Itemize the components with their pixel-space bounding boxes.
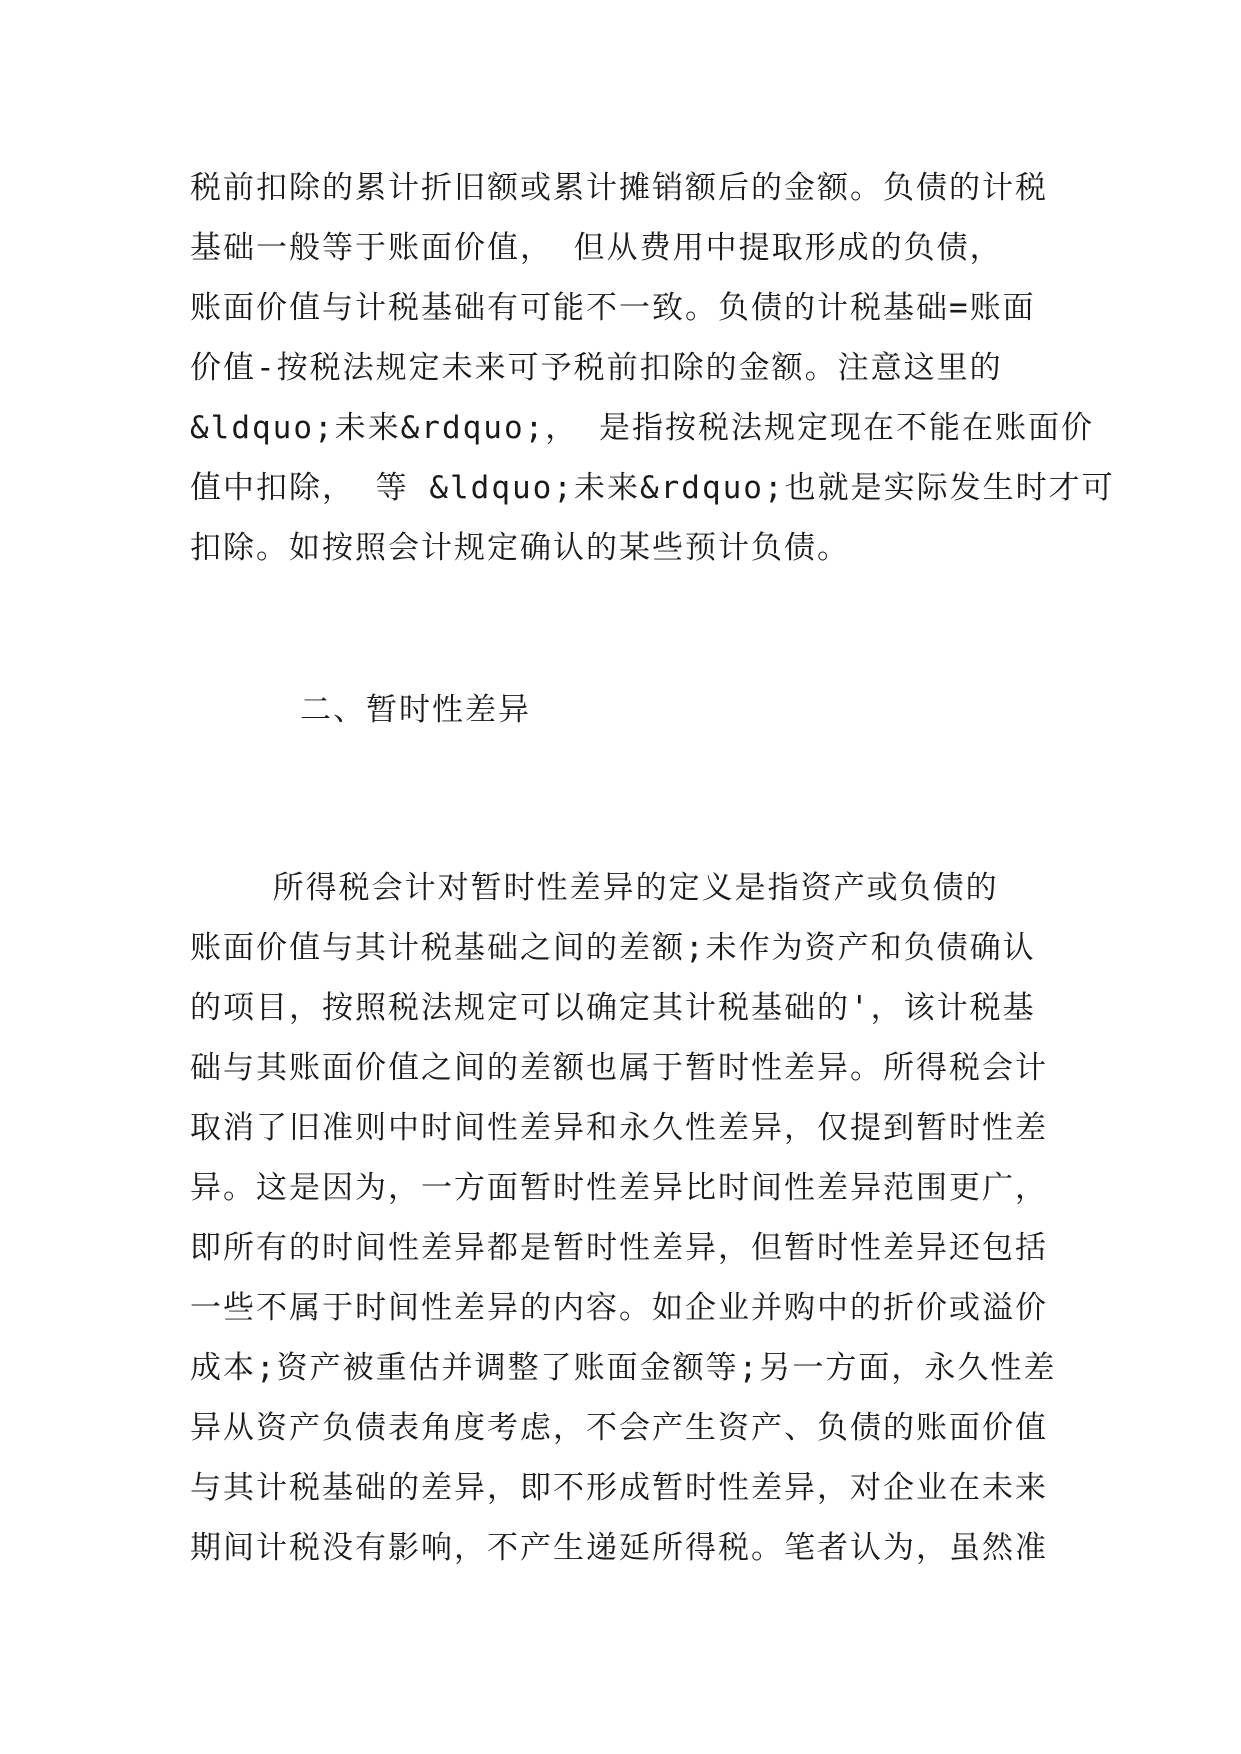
text-line: 账面价值与计税基础有可能不一致。负债的计税基础=账面 xyxy=(190,290,1036,326)
text-line: 础与其账面价值之间的差额也属于暂时性差异。所得税会计 xyxy=(190,1050,1048,1086)
text-line: 扣除。如按照会计规定确认的某些预计负债。 xyxy=(190,530,850,566)
text-line: 基础一般等于账面价值， 但从费用中提取形成的负债， xyxy=(190,230,1003,266)
text-line: 账面价值与其计税基础之间的差额;未作为资产和负债确认 xyxy=(190,930,1036,966)
text-line: 成本;资产被重估并调整了账面金额等;另一方面，永久性差 xyxy=(190,1350,1057,1386)
text-line: 异从资产负债表角度考虑，不会产生资产、负债的账面价值 xyxy=(190,1410,1048,1446)
heading-text: 二、暂时性差异 xyxy=(300,692,531,728)
paragraph-tax-base xyxy=(190,158,1115,578)
text-line: 期间计税没有影响，不产生递延所得税。笔者认为，虽然准 xyxy=(190,1530,1048,1566)
text-line: 值中扣除， 等 &ldquo;未来&rdquo;也就是实际发生时才可 xyxy=(190,470,1115,506)
text-line: 所得税会计对暂时性差异的定义是指资产或负债的 xyxy=(190,870,999,906)
text-line: 价值-按税法规定未来可予税前扣除的金额。注意这里的 xyxy=(190,350,1003,386)
text-line: 税前扣除的累计折旧额或累计摊销额后的金额。负债的计税 xyxy=(190,170,1048,206)
text-line: 的项目，按照税法规定可以确定其计税基础的'，该计税基 xyxy=(190,990,1036,1026)
text-line: &ldquo;未来&rdquo;， 是指按税法规定现在不能在账面价 xyxy=(190,410,1094,446)
paragraph-temporary-differences xyxy=(190,858,1060,1578)
section-heading xyxy=(300,680,1170,740)
text-line: 即所有的时间性差异都是暂时性差异，但暂时性差异还包括 xyxy=(190,1230,1048,1266)
text-line: 与其计税基础的差异，即不形成暂时性差异，对企业在未来 xyxy=(190,1470,1048,1506)
text-line: 取消了旧准则中时间性差异和永久性差异，仅提到暂时性差 xyxy=(190,1110,1048,1146)
text-line: 异。这是因为，一方面暂时性差异比时间性差异范围更广， xyxy=(190,1170,1048,1206)
text-line: 一些不属于时间性差异的内容。如企业并购中的折价或溢价 xyxy=(190,1290,1048,1326)
